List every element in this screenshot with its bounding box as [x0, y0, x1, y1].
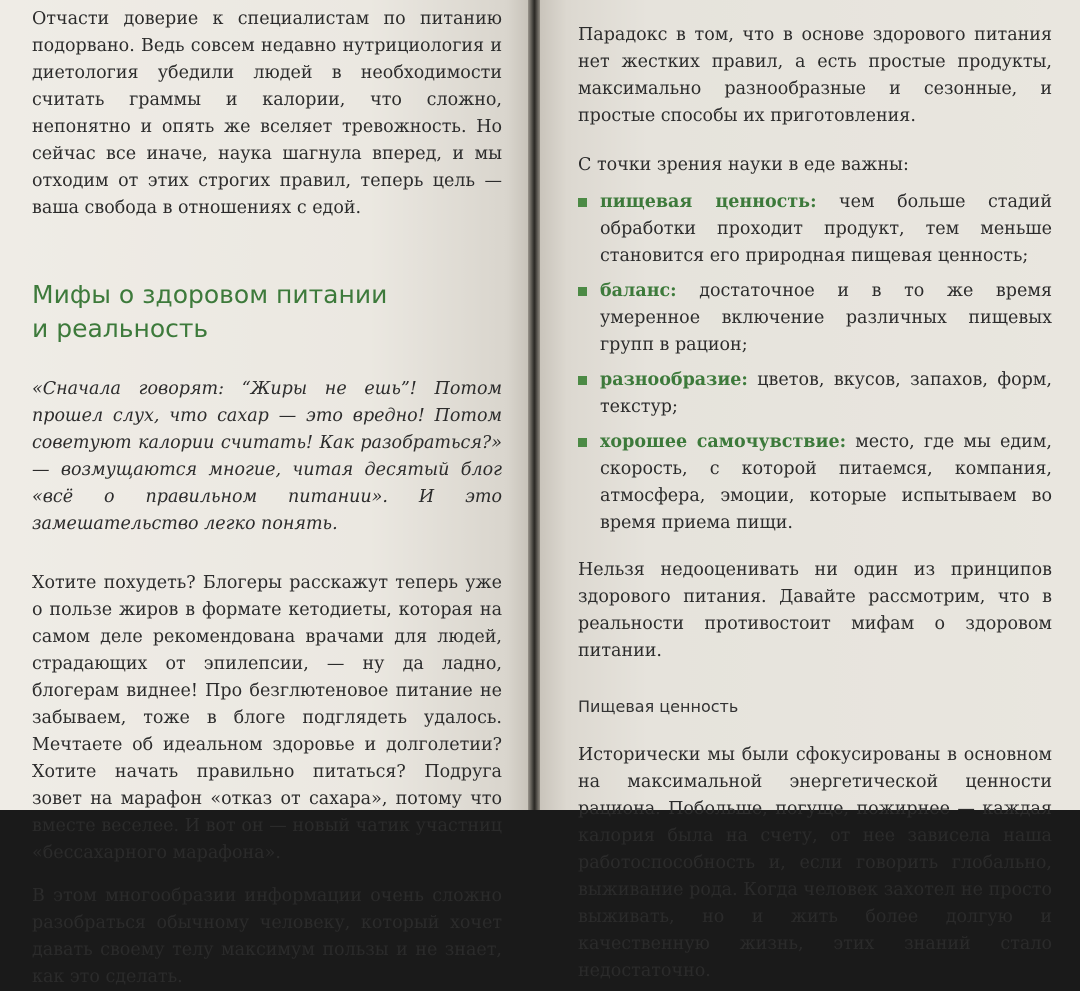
list-item-term: баланс:: [600, 281, 677, 301]
left-page: [0, 0, 528, 987]
list-item: [578, 429, 1052, 537]
list-item-term: разнообразие:: [600, 370, 748, 390]
left-paragraph-conclusion: В этом многообразии информации очень сложно разобраться обычному человеку, который хочет давать своему телу максимум пользы и не знает, как это сделать.: [32, 886, 502, 987]
square-bullet-icon: [578, 198, 587, 207]
quote-paragraph: «Сначала говорят: “Жиры не ешь”! Потом прошел слух, что сахар — это вредно! Потом советуют калории считать! Как разобраться?» — возмущаются многие, читая десятый блог «всё о правильном питании». И это замешательство легко понять.: [32, 379, 502, 534]
list-intro: С точки зрения науки в еде важны:: [578, 155, 909, 175]
square-bullet-icon: [578, 287, 587, 296]
list-item-term: хорошее самочувствие:: [600, 432, 847, 452]
list-item: [578, 189, 1052, 270]
square-bullet-icon: [578, 438, 587, 447]
book-gutter: [528, 0, 540, 810]
left-paragraph-bloggers: Хотите похудеть? Блогеры расскажут теперь уже о пользе жиров в формате кетодиеты, которая на самом деле рекомендована врачами для людей, страдающих от эпилепсии, — ну да ладно, блогерам виднее! Про безглютеновое питание не забываем, тоже в блоге подглядеть удалось. Мечтаете об идеальном здоровье и долголетии? Хотите начать правильно питаться? Подруга зовет на марафон «отказ от сахара», потому что вместе веселее. И вот он — новый чатик участниц «бессахарного марафона».: [32, 573, 502, 863]
section-heading: [32, 278, 502, 346]
square-bullet-icon: [578, 376, 587, 385]
right-page: [540, 0, 1080, 981]
section-heading-line1: Мифы о здоровом питании: [32, 280, 388, 309]
list-item-text: достаточное и в то же время умеренное включение различных пищевых групп в рацион;: [600, 281, 1052, 355]
list-item-text: место, где мы едим, скорость, с которой питаемся, компания, атмосфера, эмоции, которые испытываем во время приема пищи.: [600, 432, 1052, 533]
right-paragraph-history: Исторически мы были сфокусированы в основном на максимальной энергетической ценности рациона. Побольше, погуще, пожирнее — каждая калория была на счету, от нее зависела наша работоспособность и, если говорить глобально, выживание рода. Когда человек захотел не просто выживать, но и жить более долгую и качественную жизнь, этих знаний стало недостаточно.: [578, 745, 1052, 981]
left-paragraph-intro: Отчасти доверие к специалистам по питанию подорвано. Ведь совсем недавно нутрициология и диетология убедили людей в необходимости считать граммы и калории, что сложно, непонятно и опять же вселяет тревожность. Но сейчас все иначе, наука шагнула вперед, и мы отходим от этих строгих правил, теперь цель — ваша свобода в отношениях с едой.: [32, 9, 502, 218]
list-item-text: цветов, вкусов, запахов, форм, текстур;: [600, 370, 1052, 417]
right-paragraph-paradox: Парадокс в том, что в основе здорового питания нет жестких правил, а есть простые продукты, максимально разнообразные и сезонные, и простые способы их приготовления.: [578, 25, 1052, 126]
list-item: [578, 278, 1052, 359]
principles-list: [578, 189, 1052, 537]
list-item: [578, 367, 1052, 421]
list-item-text: чем больше стадий обработки проходит продукт, тем меньше становится его природная пищевая ценность;: [600, 192, 1052, 266]
right-paragraph-principles: Нельзя недооценивать ни один из принципов здорового питания. Давайте рассмотрим, что в реальности противостоит мифам о здоровом питании.: [578, 560, 1052, 661]
section-heading-line2: и реальность: [32, 314, 209, 343]
list-item-term: пищевая ценность:: [600, 192, 817, 212]
subheading: Пищевая ценность: [578, 697, 739, 716]
